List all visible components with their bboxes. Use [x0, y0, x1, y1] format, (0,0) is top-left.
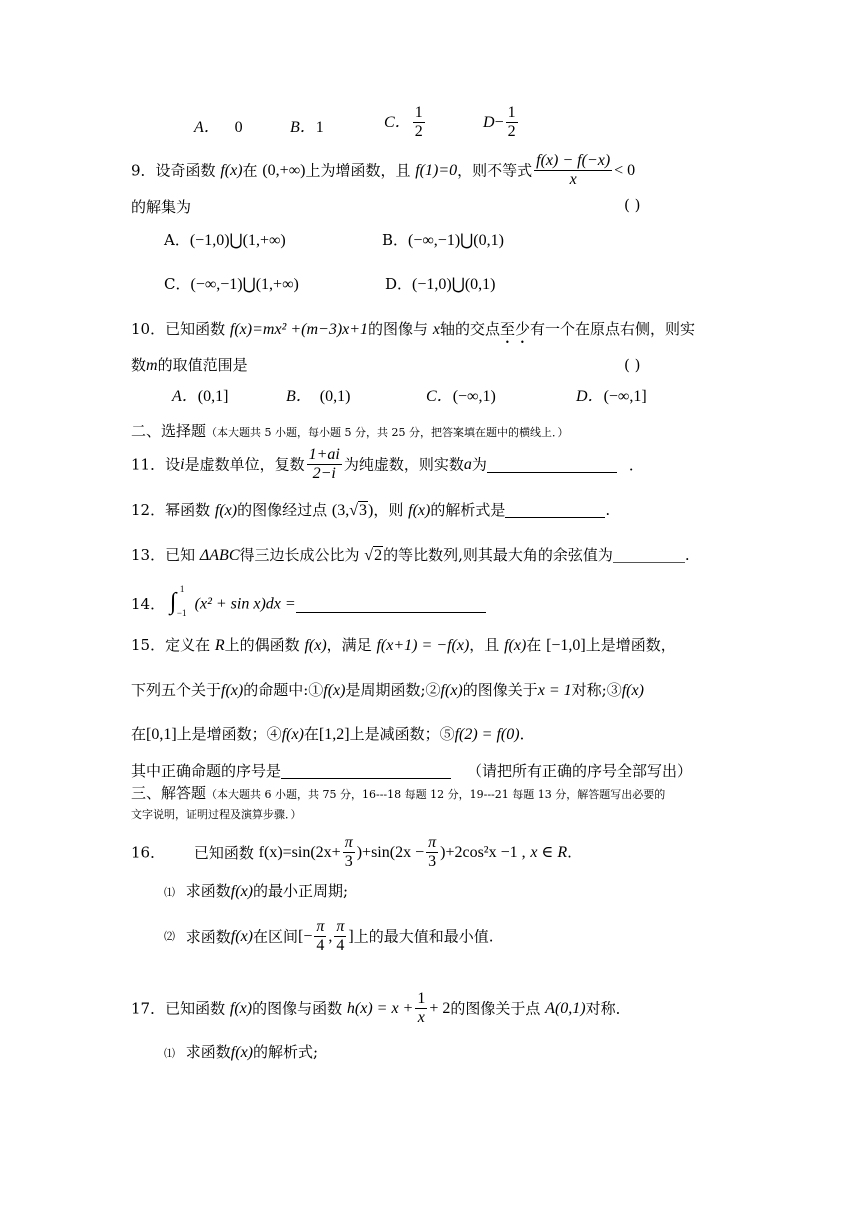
q10-option-d: D．(−∞,1] [576, 388, 647, 405]
q8-option-d-fraction: $\frac{1}{2}$ [507, 104, 516, 140]
section3-note-line1: （本大题共 6 小题，共 75 分，16---18 每题 12 分，19---21 每题 13 分，解答题写出必要的 [206, 788, 666, 801]
q16-pi-third-2: $\frac{\pi}{3}$ [428, 834, 437, 870]
q8-option-a-value: 0 [234, 119, 243, 136]
q9-answer-paren: ( ) [624, 196, 641, 214]
q12-stem: 12．幂函数 f(x)的图像经过点 (3,√3)，则 f(x)的解析式是 . [131, 501, 611, 519]
q11-number: 11． [131, 455, 166, 474]
q10-answer-paren: ( ) [624, 356, 641, 374]
q12-answer-blank [505, 501, 605, 518]
q9-option-a: A．(−1,0)⋃(1,+∞) [164, 231, 286, 249]
q8-option-c-fraction: $\frac{1}{2}$ [414, 104, 423, 140]
q8-option-d-label: D [483, 113, 495, 131]
q8-option-c-label: C． [384, 113, 411, 131]
q9-option-b: B．(−∞,−1)⋃(0,1) [382, 231, 504, 249]
q15-answer-blank [281, 762, 451, 779]
q9-option-c: C．(−∞,−1)⋃(1,+∞) [164, 275, 299, 293]
q9-stem: 9．设奇函数 f(x)在 (0,+∞)上为增函数，且 f(1)=0，则不等式 $\frac{f(x) - f(-x)}{x}$ < 0 [131, 152, 636, 188]
q14-answer-blank [296, 596, 486, 613]
section2-note: （本大题共 5 小题，每小题 5 分，共 25 分，把答案填在题中的横线上．） [206, 426, 569, 439]
q16-pi-quarter-2: $\frac{\pi}{4}$ [336, 918, 345, 954]
q11-stem: 11．设i是虚数单位，复数 $\frac{1+ai}{2-i}$ 为纯虚数，则实数a为 ． [131, 446, 644, 482]
q8-option-d: D− $\frac{1}{2}$ [483, 104, 516, 140]
section2-heading [131, 422, 569, 440]
q8-options [194, 118, 243, 137]
q15-line4: 其中正确命题的序号是 （请把所有正确的序号全部写出） [131, 762, 693, 780]
q17-stem: 17．已知函数 f(x)的图像与函数 h(x) = x + $\frac{1}{x}$ + 2的图像关于点 A(0,1)对称． [131, 990, 631, 1026]
q13-answer-blank [613, 546, 685, 563]
q15-number: 15． [131, 636, 166, 654]
q17-fraction: $\frac{1}{x}$ [417, 990, 426, 1026]
q16-pi-third-1: $\frac{\pi}{3}$ [344, 834, 353, 870]
q12-number: 12． [131, 501, 166, 519]
q15-line3: 在[0,1]上是增函数；④f(x)在[1,2]上是减函数；⑤f(2) = f(0)． [131, 725, 535, 743]
q16-pi-quarter-1: $\frac{\pi}{4}$ [316, 918, 325, 954]
q17-part1: ⑴ 求函数f(x)的解析式; [164, 1043, 319, 1061]
q16-number: 16． [131, 843, 166, 862]
q16-part2: ⑵ 求函数f(x)在区间[− $\frac{\pi}{4}$ , $\frac{\pi}{4}$ ]上的最大值和最小值. [164, 918, 494, 954]
q8-option-b [290, 118, 324, 137]
section2-title: 二、选择题 [131, 422, 207, 440]
q10-stem: 10．已知函数 f(x)=mx² +(m−3)x+1的图像与 x轴的交点至少有一个在原点右侧，则实 [131, 320, 695, 338]
q10-option-b: B． (0,1) [286, 388, 351, 405]
q8-option-b-label: B． [290, 119, 316, 136]
q16-part1: ⑴ 求函数f(x)的最小正周期; [164, 882, 349, 900]
q14-number: 14． [131, 595, 166, 613]
section3-title: 三、解答题 [131, 784, 207, 802]
q13-number: 13． [131, 546, 166, 564]
q15-line2: 下列五个关于f(x)的命题中:①f(x)是周期函数;②f(x)的图像关于x = 1对称;③f(x) [131, 681, 644, 699]
q11-fraction: $\frac{1+ai}{2-i}$ [308, 446, 340, 482]
q10-emphasis: 至少 [499, 320, 530, 338]
q11-answer-blank [487, 456, 617, 473]
q16-stem: 16． 已知函数 f(x)=sin(2x+ $\frac{\pi}{3}$ )+sin(2x − $\frac{\pi}{3}$ )+2cos²x −1 , x ∈ R. [131, 834, 572, 870]
q8-option-b-value: 1 [315, 119, 324, 136]
q13-sqrt: √2 [364, 547, 383, 564]
q9-option-d: D．(−1,0)⋃(0,1) [385, 275, 496, 293]
q8-option-a-label: A． [194, 119, 220, 136]
q10-line2: 数m的取值范围是 [131, 356, 248, 374]
q14-stem: 14． ∫ 1 −1 (x² + sin x)dx = [131, 590, 486, 618]
q9-fraction: $\frac{f(x) - f(-x)}{x}$ [536, 152, 611, 188]
q8-option-c [384, 104, 427, 141]
q9-number: 9． [131, 161, 156, 180]
q10-option-a: A．(0,1] [172, 388, 229, 405]
q10-option-c: C．(−∞,1) [426, 388, 496, 405]
q9-line2: 的解集为 [131, 198, 192, 216]
section3-heading [131, 784, 665, 802]
q10-number: 10． [131, 320, 166, 338]
q13-stem: 13．已知 ΔABC得三边长成公比为 √2的等比数列,则其最大角的余弦值为 . [131, 546, 690, 564]
q15-line1: 15．定义在 R上的偶函数 f(x)，满足 f(x+1) = −f(x)，且 f(x)在 [−1,0]上是增函数， [131, 636, 676, 654]
q12-sqrt: √3 [349, 502, 367, 519]
q14-integral-sign: ∫ 1 −1 [169, 584, 187, 618]
section3-note-line2: 文字说明，证明过程及演算步骤．） [131, 808, 302, 821]
q17-number: 17． [131, 999, 166, 1018]
